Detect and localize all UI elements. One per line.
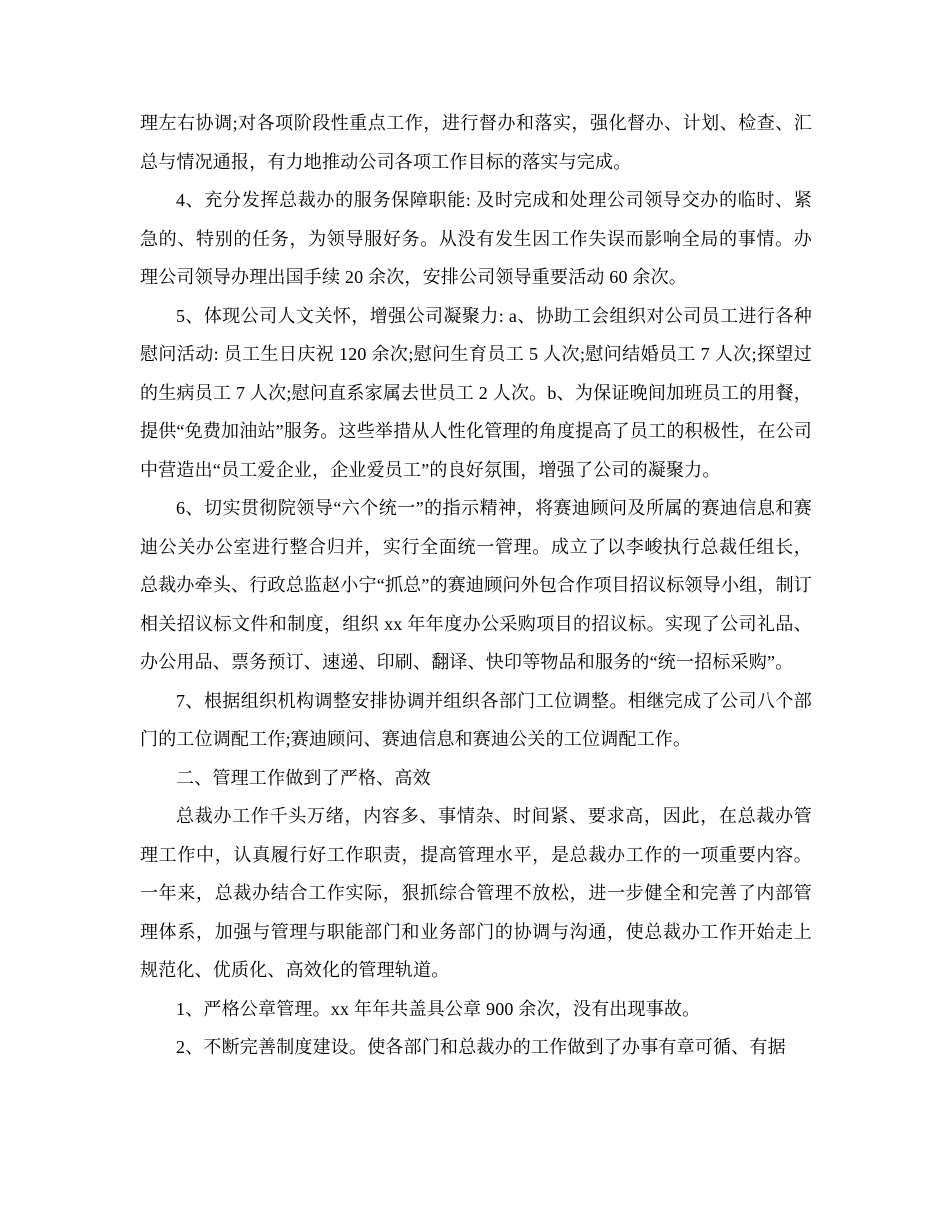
paragraph-subitem-2: 2、不断完善制度建设。使各部门和总裁办的工作做到了办事有章可循、有据: [176, 1037, 786, 1057]
paragraph-continuation: 理左右协调;对各项阶段性重点工作，进行督办和落实，强化督办、计划、检查、汇总与情况通报，有力地推动公司各项工作目标的落实与完成。: [140, 113, 812, 172]
paragraph-item-6: 6、切实贯彻院领导“六个统一”的指示精神，将赛迪顾问及所属的赛迪信息和赛迪公关办公室进行整合归并，实行全面统一管理。成立了以李峻执行总裁任组长，总裁办牵头、行政总监赵小宁“抓总”的赛迪顾问外包合作项目招议标领导小组，制订相关招议标文件和制度，组织 xx 年年度办公采购项目的招议标。实现了公司礼品、办公用品、票务预订、速递、印刷、翻译、快印等物品和服务的“统一招标采购”。: [140, 498, 812, 672]
section-heading-2: 二、管理工作做到了严格、高效: [176, 767, 431, 788]
document-body: [140, 104, 812, 1067]
paragraph-section-intro: 总裁办工作千头万绪，内容多、事情杂、时间紧、要求高，因此，在总裁办管理工作中，认真履行好工作职责，提高管理水平，是总裁办工作的一项重要内容。一年来，总裁办结合工作实际，狠抓综合管理不放松，进一步健全和完善了内部管理体系，加强与管理与职能部门和业务部门的协调与沟通，使总裁办工作开始走上规范化、优质化、高效化的管理轨道。: [140, 806, 812, 980]
paragraph-item-7: 7、根据组织机构调整安排协调并组织各部门工位调整。相继完成了公司八个部门的工位调配工作;赛迪顾问、赛迪信息和赛迪公关的工位调配工作。: [140, 690, 812, 749]
paragraph-subitem-1: 1、严格公章管理。xx 年年共盖具公章 900 余次，没有出现事故。: [176, 998, 701, 1019]
paragraph-item-4: 4、充分发挥总裁办的服务保障职能: 及时完成和处理公司领导交办的临时、紧急的、特别的任务，为领导服好务。从没有发生因工作失误而影响全局的事情。办理公司领导办理出国手续 20 余次，安排公司领导重要活动 60 余次。: [140, 190, 812, 287]
paragraph-item-5: 5、体现公司人文关怀，增强公司凝聚力: a、协助工会组织对公司员工进行各种慰问活动: 员工生日庆祝 120 余次;慰问生育员工 5 人次;慰问结婚员工 7 人次;探望过的生病员工 7 人次;慰问直系家属去世员工 2 人次。b、为保证晚间加班员工的用餐，提供“免费加油站”服务。这些举措从人性化管理的角度提高了员工的积极性，在公司中营造出“员工爱企业，企业爱员工”的良好氛围，增强了公司的凝聚力。: [140, 305, 812, 480]
